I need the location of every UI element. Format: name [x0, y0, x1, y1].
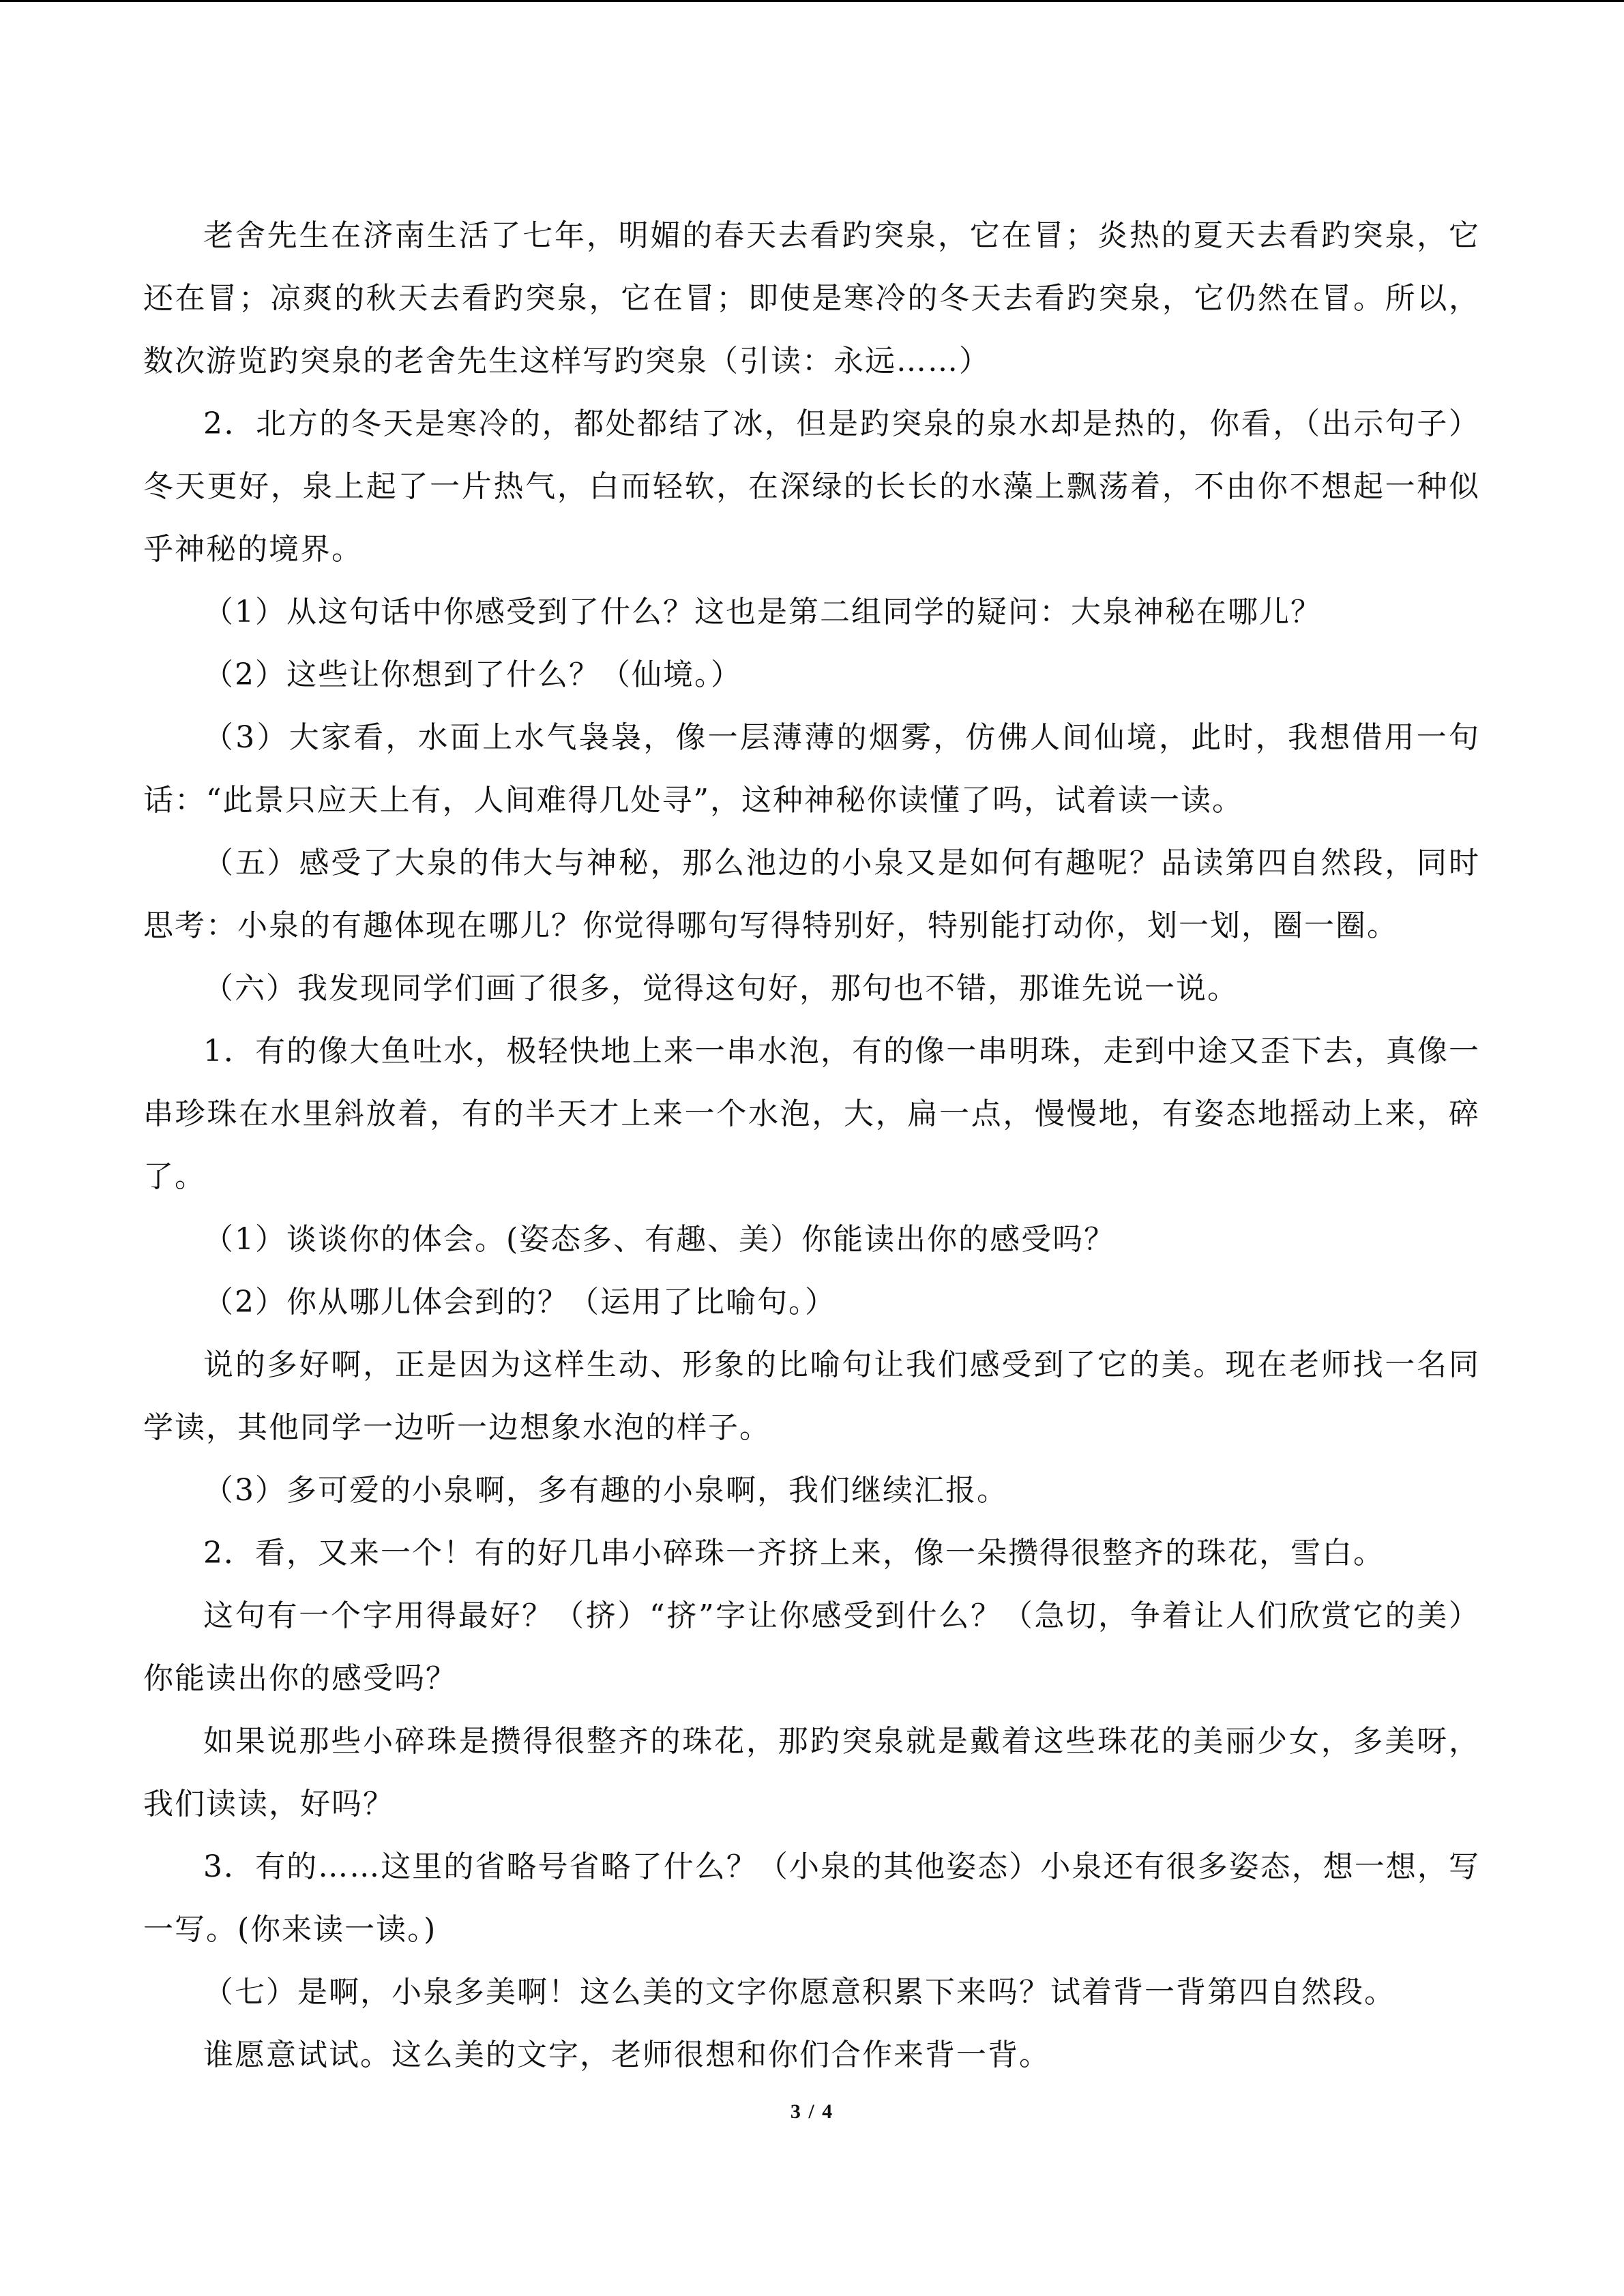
paragraph: （3）大家看，水面上水气袅袅，像一层薄薄的烟雾，仿佛人间仙境，此时，我想借用一句话：“此景只应天上有，人间难得几处寻”，这种神秘你读懂了吗，试着读一读。	[143, 720, 1480, 818]
paragraph: （2）你从哪儿体会到的？（运用了比喻句。）	[203, 1285, 836, 1320]
paragraph: 1．有的像大鱼吐水，极轻快地上来一串水泡，有的像一串明珠，走到中途又歪下去，真像一串珍珠在水里斜放着，有的半天才上来一个水泡，大，扁一点，慢慢地，有姿态地摇动上来，碎了。	[143, 1034, 1480, 1194]
top-border-line	[0, 0, 1624, 2]
paragraph: 说的多好啊，正是因为这样生动、形象的比喻句让我们感受到了它的美。现在老师找一名同学读，其他同学一边听一边想象水泡的样子。	[143, 1347, 1480, 1445]
paragraph: （1）谈谈你的体会。(姿态多、有趣、美）你能读出你的感受吗？	[203, 1222, 1116, 1257]
document-body	[143, 205, 1480, 2087]
paragraph: 3．有的……这里的省略号省略了什么？（小泉的其他姿态）小泉还有很多姿态，想一想，写一写。(你来读一读。)	[143, 1849, 1480, 1947]
paragraph: 这句有一个字用得最好？（挤）“挤”字让你感受到什么？（急切，争着让人们欣赏它的美）你能读出你的感受吗？	[143, 1598, 1480, 1696]
paragraph: 2．北方的冬天是寒冷的，都处都结了冰，但是趵突泉的泉水却是热的，你看，（出示句子）冬天更好，泉上起了一片热气，白而轻软，在深绿的长长的水藻上飘荡着，不由你不想起一种似乎神秘的境界。	[143, 406, 1480, 567]
paragraph: （3）多可爱的小泉啊，多有趣的小泉啊，我们继续汇报。	[203, 1473, 1008, 1508]
paragraph: （1）从这句话中你感受到了什么？这也是第二组同学的疑问：大泉神秘在哪儿？	[203, 595, 1322, 629]
page-number: 3 / 4	[790, 2100, 834, 2123]
paragraph: 2．看，又来一个！有的好几串小碎珠一齐挤上来，像一朵攒得很整齐的珠花，雪白。	[203, 1536, 1385, 1570]
paragraph: （五）感受了大泉的伟大与神秘，那么池边的小泉又是如何有趣呢？品读第四自然段，同时思考：小泉的有趣体现在哪儿？你觉得哪句写得特别好，特别能打动你，划一划，圈一圈。	[143, 846, 1480, 943]
paragraph: 谁愿意试试。这么美的文字，老师很想和你们合作来背一背。	[203, 2038, 1050, 2072]
paragraph: 老舍先生在济南生活了七年，明媚的春天去看趵突泉，它在冒；炎热的夏天去看趵突泉，它还在冒；凉爽的秋天去看趵突泉，它在冒；即使是寒冷的冬天去看趵突泉，它仍然在冒。所以，数次游览趵突泉的老舍先生这样写趵突泉（引读：永远……）	[143, 218, 1480, 378]
paragraph: （七）是啊，小泉多美啊！这么美的文字你愿意积累下来吗？试着背一背第四自然段。	[203, 1975, 1396, 2010]
paragraph: （六）我发现同学们画了很多，觉得这句好，那句也不错，那谁先说一说。	[203, 971, 1239, 1006]
paragraph: （2）这些让你想到了什么？（仙境。）	[203, 657, 742, 692]
paragraph: 如果说那些小碎珠是攒得很整齐的珠花，那趵突泉就是戴着这些珠花的美丽少女，多美呀，我们读读，好吗？	[143, 1724, 1480, 1821]
